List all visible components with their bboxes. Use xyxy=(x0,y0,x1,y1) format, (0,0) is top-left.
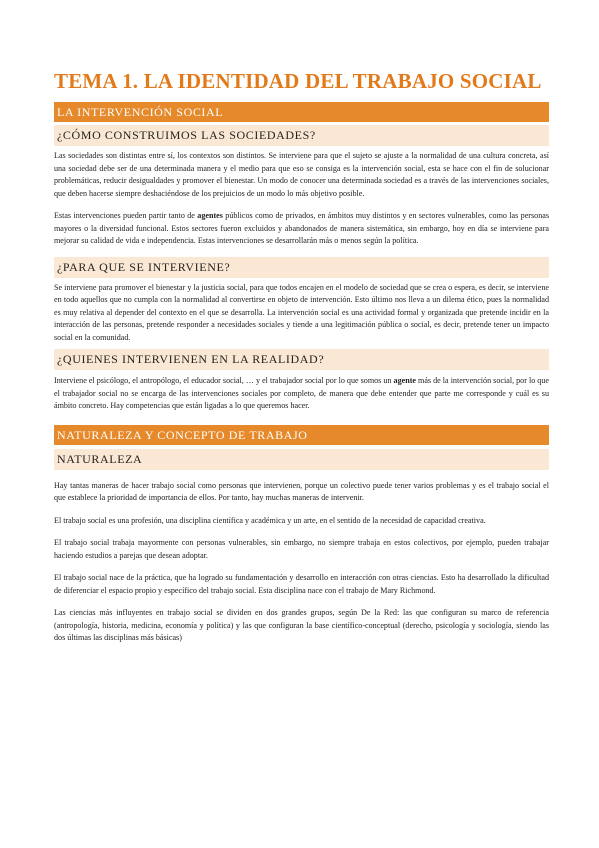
section-heading-naturaleza-concepto: NATURALEZA Y CONCEPTO DE TRABAJO xyxy=(54,425,549,445)
paragraph: El trabajo social es una profesión, una disciplina científica y académica y un arte, en el sentido de la necesidad de capacidad creativa. xyxy=(54,515,486,525)
paragraph: El trabajo social nace de la práctica, que ha logrado su fundamentación y desarrollo en interacción con otras ciencias. Esto ha desarrollado la dificultad de diferenciar el espacio propio y específico del trabajo social. Esta disciplina nace con el trabajo de Mary Richmond. xyxy=(54,573,549,595)
paragraph: Estas intervenciones pueden partir tanto de agentes públicos como de privados, en ámbitos muy distintos y en sectores vulnerables, como las personas mayores o la diversidad funcional. Estos sectores fueron excluidos y abandonados de manera sistemática, sin embargo, hoy en día se interviene para mejorar su calidad de vida e independencia. Estas intervenciones se desarrollarán más o menos según la política. xyxy=(54,211,549,245)
paragraph: Las sociedades son distintas entre sí, los contextos son distintos. Se interviene para que el sujeto se ajuste a la normalidad de una cultura concreta, así una sociedad debe ser de una determinada manera y el medio para que eso se consiga es la intervención social, esta se hace con el fin de solucionar problemáticas, reducir desigualdades y promover el bienestar. Un modo de conocer una determinada sociedad es a través de las intervenciones sociales, que deben hacerse siempre deshaciéndose de los prejuicios de un modo lo más objetivo posible. xyxy=(54,151,549,198)
page-title: TEMA 1. LA IDENTIDAD DEL TRABAJO SOCIAL xyxy=(54,69,542,93)
paragraph: Se interviene para promover el bienestar y la justicia social, para que todos encajen en el modelo de sociedad que se crea o espera, es decir, se interviene en todo aquellos que no cumpla con la normalidad al convertirse en objeto de intervención. Esto último nos lleva a un dilema ético, pues la normalidad es muy relativa al depender del contexto en el que se desarrolla. La intervención social es una actividad formal y organizada que pretende incidir en la interacción de las personas, pretende responder a necesidades sociales y tiende a una legitimación pública o social, es decir, pretende tener un impacto social en la comunidad. xyxy=(54,282,549,342)
subsection-heading-naturaleza: NATURALEZA xyxy=(54,449,549,470)
paragraph: Hay tantas maneras de hacer trabajo social como personas que intervienen, porque un colectivo puede tener varios problemas y es el trabajo social el que establece la prioridad de importancia de ellos. Por tanto, hay muchas maneras de intervenir. xyxy=(54,480,549,502)
document-page xyxy=(54,68,549,645)
paragraph: Las ciencias más influyentes en trabajo social se dividen en dos grandes grupos, según De la Red: las que configuran su marco de referencia (antropología, historia, medicina, economía y política) y las que configuran la base científico-conceptual (derecho, psicología y sociología, siendo las dos últimas las disciplinas más básicas) xyxy=(54,608,549,642)
section-heading-intervencion-social: LA INTERVENCIÓN SOCIAL xyxy=(54,102,549,122)
emphasis-text: agentes xyxy=(197,211,223,220)
paragraph: Interviene el psicólogo, el antropólogo, el educador social, … y el trabajador social por lo que somos un agente más de la intervención social, por lo que el trabajador social no se encarga de las intervenciones sociales por completo, de manera que debe entender que parte me corresponde y cuál es su ámbito concreto. Hay competencias que están ligadas a lo que queremos hacer. xyxy=(54,376,549,410)
emphasis-text: agente xyxy=(393,376,416,385)
paragraph: El trabajo social trabaja mayormente con personas vulnerables, sin embargo, no siempre trabaja en estos colectivos, por ejemplo, pueden trabajar haciendo estudios a parejas que desean adoptar. xyxy=(54,538,549,560)
subsection-heading-quienes-intervienen: ¿QUIENES INTERVIENEN EN LA REALIDAD? xyxy=(54,349,549,370)
subsection-heading-para-que: ¿PARA QUE SE INTERVIENE? xyxy=(54,257,549,278)
subsection-heading-como-construimos: ¿CÓMO CONSTRUIMOS LAS SOCIEDADES? xyxy=(54,125,549,146)
